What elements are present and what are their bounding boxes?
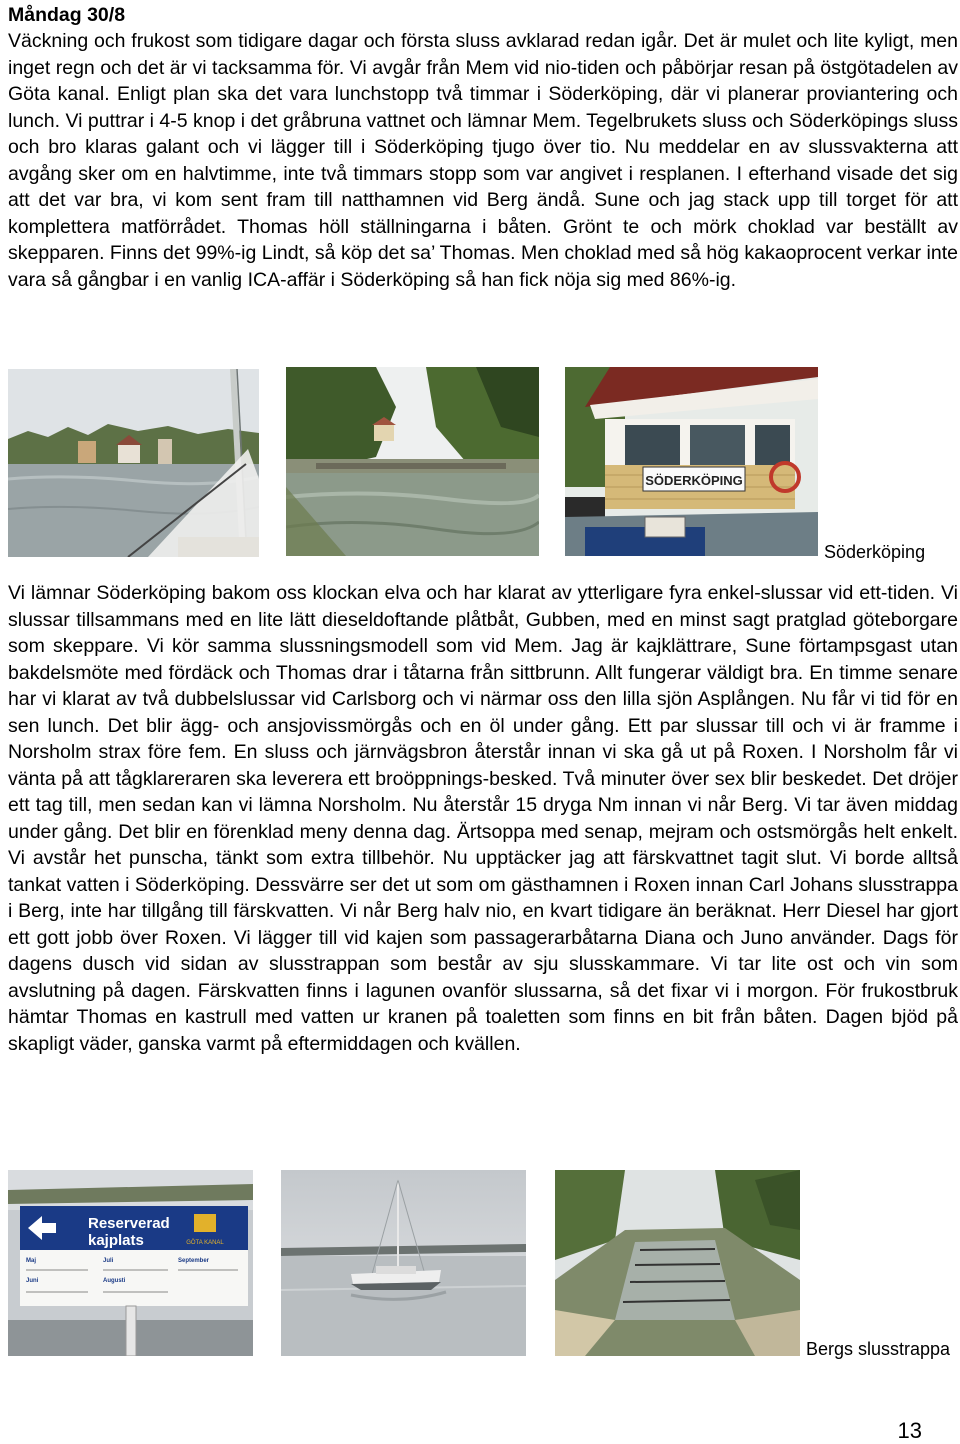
sign-month-augusti: Augusti — [103, 1278, 126, 1284]
sign-title-line2: kajplats — [88, 1232, 144, 1249]
photo-catamaran — [281, 1170, 526, 1356]
sign-title-line1: Reserverad — [88, 1215, 170, 1232]
photo-soderkoping-shed — [565, 367, 818, 556]
photo-reserved-berth-sign — [8, 1170, 253, 1356]
sign-month-juni: Juni — [26, 1278, 39, 1284]
photo-harbour-mast — [8, 369, 259, 557]
page-heading: Måndag 30/8 — [8, 4, 126, 26]
caption-bergs-slusstrappa: Bergs slusstrappa — [806, 1339, 951, 1359]
photo-canal-lock — [286, 367, 539, 556]
sign-brand: GÖTA KANAL — [186, 1240, 224, 1246]
photo-bergs-slusstrappa — [555, 1170, 800, 1356]
sign-month-juli: Juli — [103, 1258, 114, 1264]
sign-month-maj: Maj — [26, 1258, 37, 1264]
sign-month-september: September — [178, 1258, 210, 1264]
page-number: 13 — [897, 1418, 922, 1443]
shed-sign-text: SÖDERKÖPING — [645, 473, 743, 488]
caption-soderkoping: Söderköping — [824, 542, 926, 562]
paragraph-2: Vi lämnar Söderköping bakom oss klockan elva och har klarat av ytterligare fyra enkel-slussar vid ett-tiden. Vi slussar tillsammans med en lite lätt dieseldoftande plåtbåt, Gubben, med en minst sagt pratglad göteborgare som skeppare. Vi kör samma slussningsmodell som vid Mem. Jag är kajklättrare, Sune förtampsgast utan bakdelsmöte med fördäck och Thomas drar i tåtarna från sittbrunn. Allt fungerar väldigt bra. En timme senare har vi klarat av två dubbelslussar vid Carlsborg och vi närmar oss den lilla sjön Asplången. Nu får vi tid för en sen lunch. Det blir ägg- och ansjovissmörgås och en öl under gång. Ett par slussar till och vi är framme i Norsholm strax före fem. En sluss och järnvägsbron återstår innan vi ska gå ut på Roxen. I Norsholm får vi vänta på att tågklareraren ska leverera ett broöppnings-besked. Två minuter över sex blir beskedet. Det dröjer ett tag till, men sedan kan vi lämna Norsholm. Nu återstår 15 dryga Nm innan vi når Berg. Vi tar även middag under gång. Det blir en förenklad meny denna dag. Ärtsoppa med senap, mejram och ostsmörgås helt enkelt. Vi avstår het punscha, tänkt som extra tillbehör. Nu upptäcker jag att färskvattnet tagit slut. Vi borde alltså tankat vatten i Söderköping. Dessvärre ser det ut som om gästhamnen i Roxen innan Carl Johans slusstrappa i Berg, inte har tillgång till färskvatten. Vi når Berg halv nio, en kvart tidigare än beräknat. Herr Diesel har gjort ett gott jobb över Roxen. Vi lägger till vid kajen som passagerarbåtarna Diana och Juno använder. Dags för dagens dusch vid sidan av slusstrappan som består av sju slusskammare. Vi tar lite ost och vin som avslutning på dagen. Färskvatten finns i lagunen ovanför slussarna, så det fixar vi i morgon. För frukostbruk hämtar Thomas en kastrull med vatten ur kranen på toaletten som finns en bit från båten. Dagen bjöd på skapligt väder, ganska varmt på eftermiddagen och kvällen. — [8, 582, 958, 1055]
paragraph-1: Väckning och frukost som tidigare dagar och första sluss avklarad redan igår. Det är mulet och lite kyligt, men inget regn och det är vi tacksamma för. Vi avgår från Mem vid nio-tiden och påbörjar resan på östgötadelen av Göta kanal. Enligt plan ska det vara lunchstopp två timmar i Söderköping, där vi planerar proviantering och lunch. Vi puttrar i 4-5 knop i det gråbruna vattnet och lämnar Mem. Tegelbrukets sluss och Söderköpings sluss och bro klaras galant och vi lägger till i Söderköping tjugo över tio. Nu meddelar en av slussvakterna att avgång sker om en halvtimme, inte två timmars stopp som var angivet i resplanen. I efterhand visade det sig att det var bra, vi kom sent fram till natthamnen vid Berg ändå. Sune och jag stack upp till torget för att komplettera matförrådet. Thomas höll ställningarna i båten. Grönt te och mörk choklad var beställt av skepparen. Finns det 99%-ig Lindt, så köp det sa’ Thomas. Men choklad med så hög kakaoprocent verkar inte vara så gångbar i en vanlig ICA-affär i Söderköping så han fick nöja sig med 86%-ig. — [8, 30, 958, 291]
